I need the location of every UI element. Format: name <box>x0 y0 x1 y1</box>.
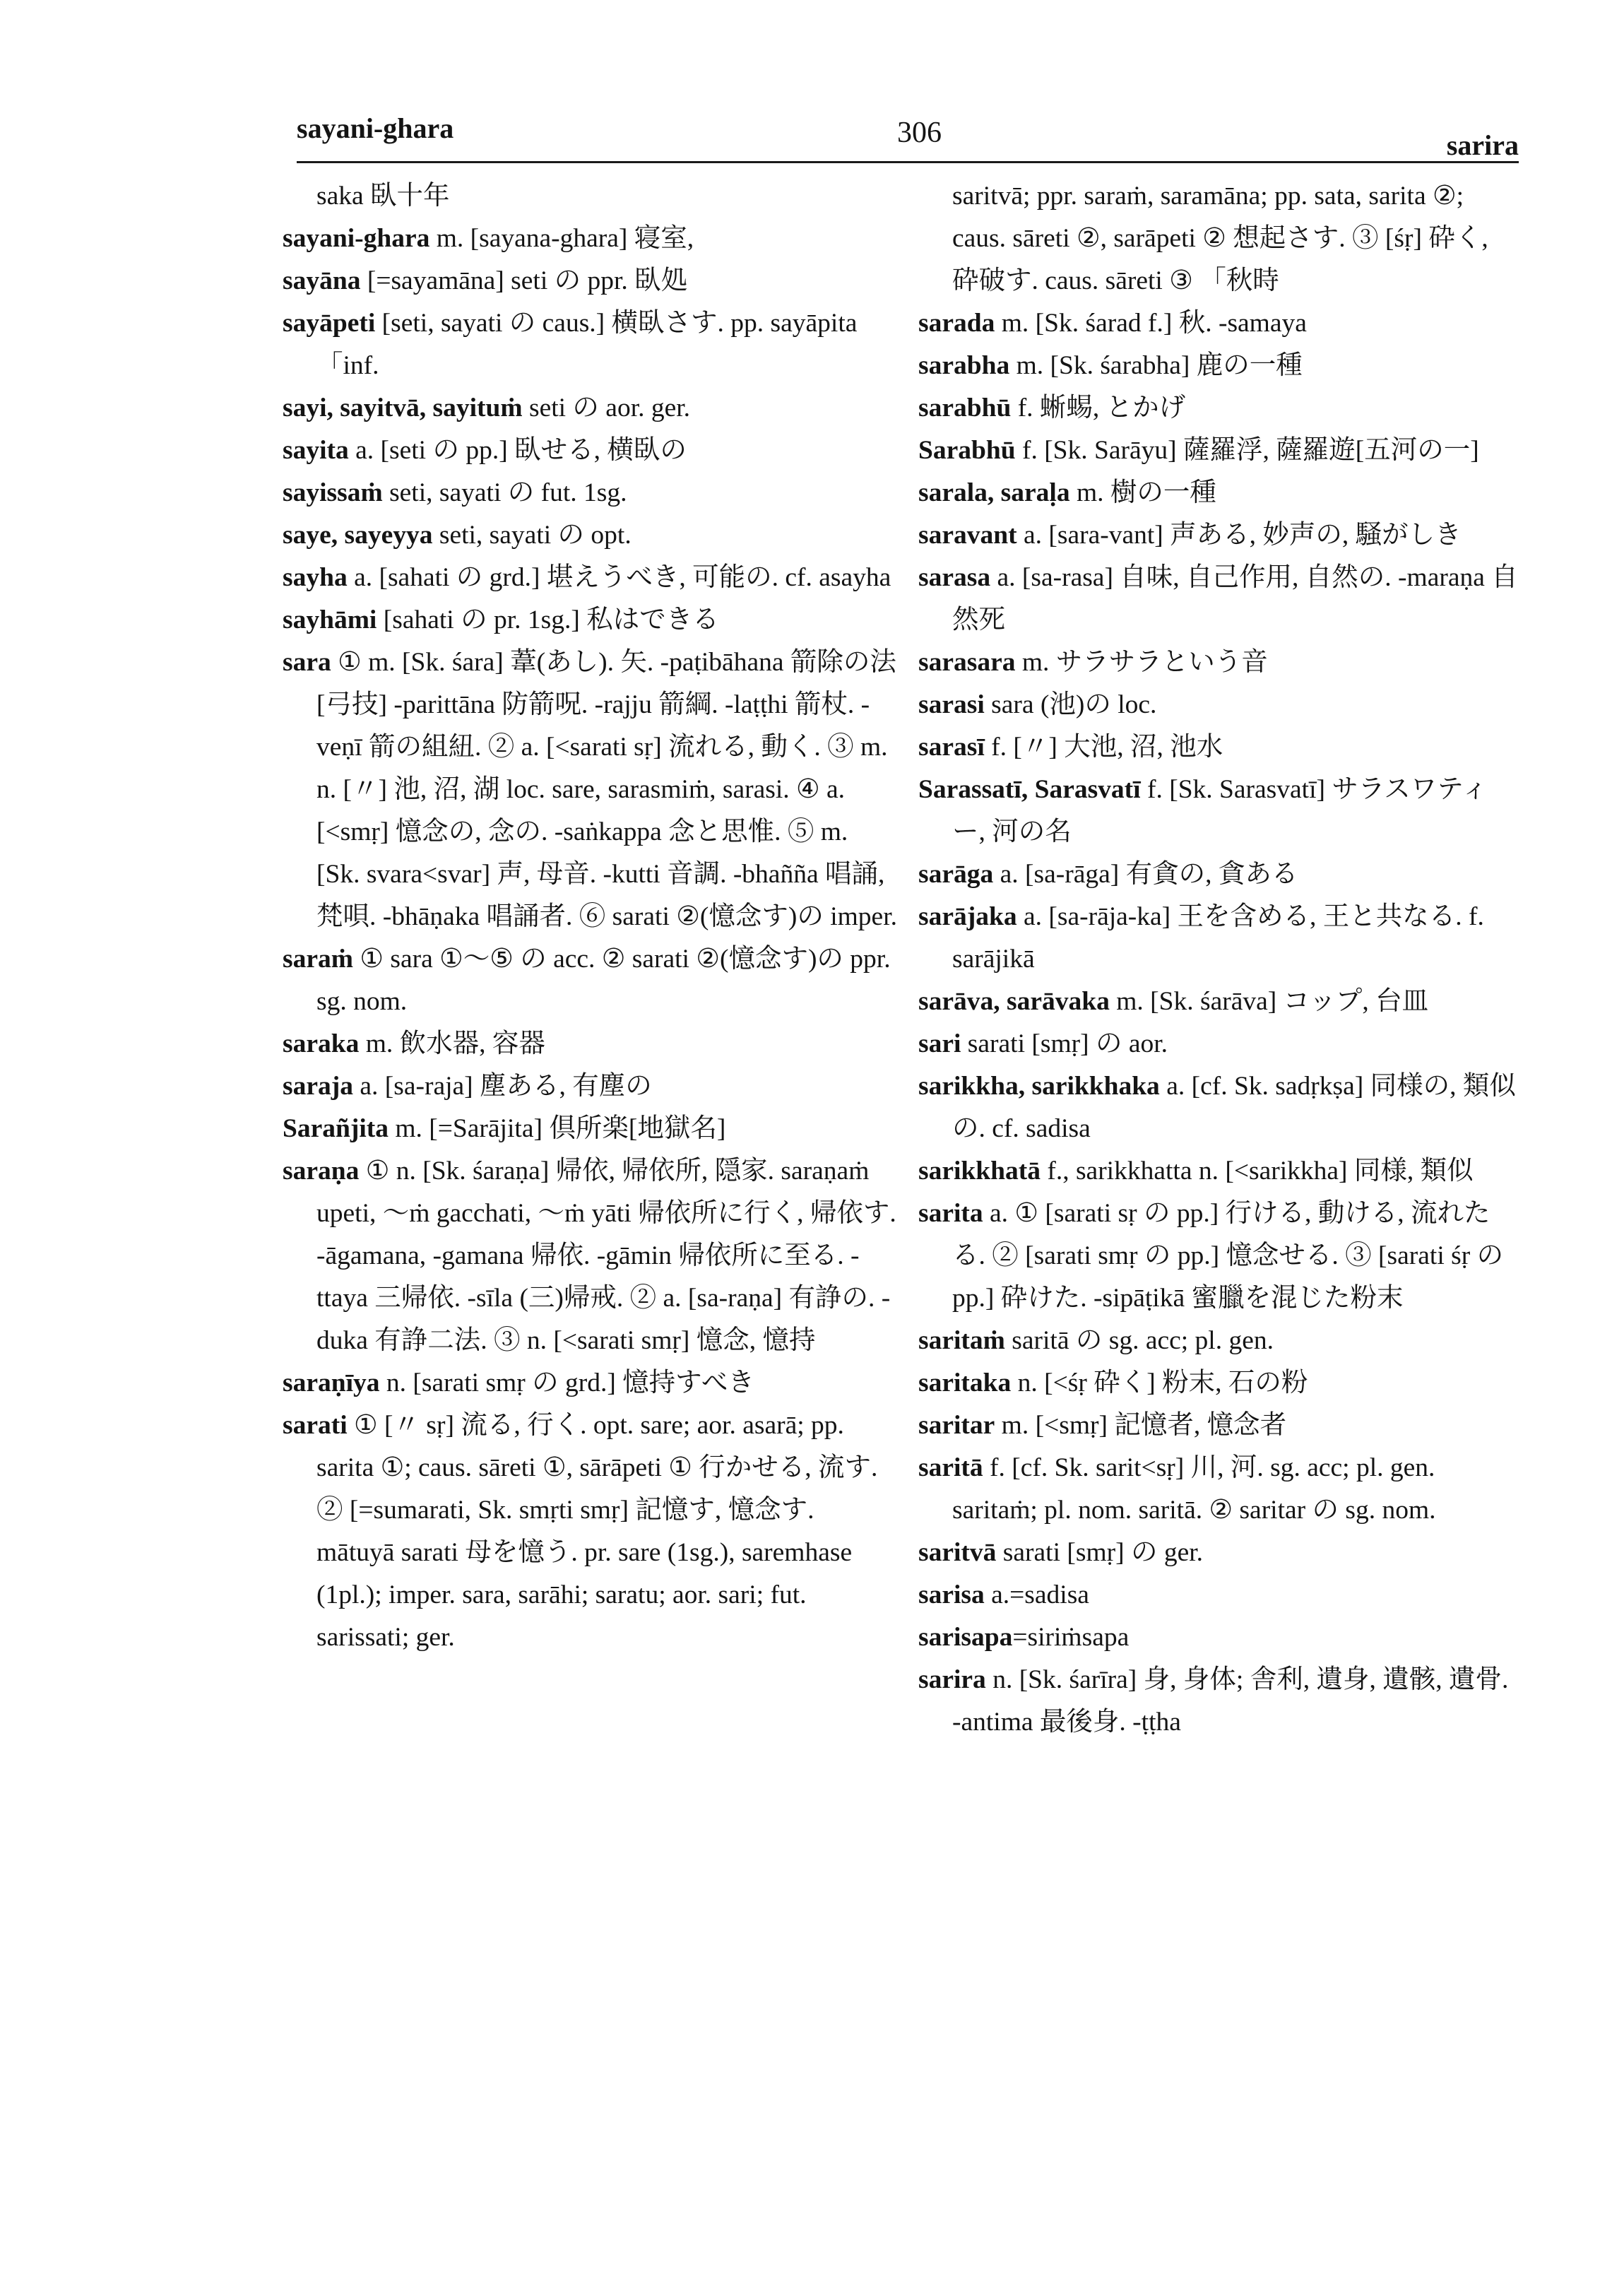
dictionary-entry <box>918 1574 1519 1616</box>
entry-definition: f. [Sk. Sarāyu] 薩羅浮, 薩羅遊[五河の一] <box>1015 436 1479 465</box>
entry-definition: [=sayamāna] seti の ppr. 臥処 <box>360 266 688 295</box>
entry-definition: f., sarikkhatta n. [<sarikkha] 同様, 類似 <box>1040 1157 1474 1186</box>
entry-definition: a. [seti の pp.] 臥せる, 横臥の <box>348 436 687 465</box>
entry-definition: m. 樹の一種 <box>1069 478 1216 507</box>
entry-headword: saritā <box>918 1453 983 1482</box>
entry-definition: m. [Sk. śarāva] コップ, 台皿 <box>1109 987 1429 1016</box>
header-rule <box>297 161 1519 163</box>
entry-headword: sarikkha, sarikkhaka <box>918 1072 1160 1101</box>
entry-definition: saritvā; ppr. saraṁ, saramāna; pp. sata, sarita ②; caus. sāreti ②, sarāpeti ② 想起さす. ③ [śṛ] 砕く, 砕破す. caus. sāreti ③ 「秋時 <box>952 182 1488 295</box>
entry-definition: a. ① [sarati sṛ の pp.] 行ける, 動ける, 流れたる. ② [sarati smṛ の pp.] 憶念せる. ③ [sarati śṛ の pp.] 砕けた. -sipāṭikā 蜜臘を混じた粉末 <box>952 1199 1504 1313</box>
entry-definition: a. [sa-rāga] 有貪の, 貪ある <box>993 860 1298 889</box>
entry-definition: a. [sa-rasa] 自味, 自己作用, 自然の. -maraṇa 自然死 <box>952 563 1518 634</box>
dictionary-entry <box>283 260 897 302</box>
dictionary-entry <box>918 1320 1519 1362</box>
dictionary-entry <box>283 430 897 472</box>
entry-headword: saritvā <box>918 1538 997 1567</box>
entry-headword: saraṇa <box>283 1157 360 1186</box>
entry-definition: m. [Sk. śarad f.] 秋. -samaya <box>995 309 1307 338</box>
entry-definition: ① m. [Sk. śara] 葦(あし). 矢. -paṭibāhana 箭除の法[弓技] -parittāna 防箭呪. -rajju 箭綱. -laṭṭhi 箭杖. -veṇī 箭の組紐. ② a. [<sarati sṛ] 流れる, 動く. ③ m. n. [〃] 池, 沼, 湖 loc. sare, sarasmiṁ, sarasi. ④ a. [<smṛ] 憶念の, 念の. -saṅkappa 念と思惟. ⑤ m. [Sk. svara<svar] 声, 母音. -kutti 音調. -bhañña 唱誦, 梵唄. -bhāṇaka 唱誦者. ⑥ sarati ②(憶念す)の imper. <box>316 648 897 931</box>
right-column <box>918 175 1519 1744</box>
entry-headword: sarabha <box>918 351 1010 380</box>
entry-headword: sarati <box>283 1411 348 1440</box>
dictionary-entry <box>918 557 1519 642</box>
dictionary-entry <box>283 642 897 938</box>
dictionary-entry <box>918 1362 1519 1405</box>
dictionary-entry <box>918 726 1519 769</box>
entry-definition: f. [Sk. Sarasvatī] サラスワティー, 河の名 <box>952 775 1488 846</box>
dictionary-entry <box>283 302 897 387</box>
dictionary-entry <box>918 642 1519 684</box>
entry-definition: ① n. [Sk. śaraṇa] 帰依, 帰依所, 隠家. saraṇaṁ upeti, ～ṁ gacchati, ～ṁ yāti 帰依所に行く, 帰依す. -āgamana, -gamana 帰依. -gāmin 帰依所に至る. -ttaya 三帰依. -sīla (三)帰戒. ② a. [sa-raṇa] 有諍の. -duka 有諍二法. ③ n. [<sarati smṛ] 憶念, 憶持 <box>316 1157 896 1355</box>
entry-headword: sarisa <box>918 1580 985 1609</box>
dictionary-entry <box>283 218 897 260</box>
entry-headword: saritaṁ <box>918 1326 1005 1355</box>
entry-definition: n. [sarati smṛ の grd.] 憶持すべき <box>379 1368 754 1397</box>
entry-headword: sarasara <box>918 648 1016 677</box>
entry-headword: sarāva, sarāvaka <box>918 987 1110 1016</box>
entry-definition: f. [cf. Sk. sarit<sṛ] 川, 河. sg. acc; pl. gen. saritaṁ; pl. nom. saritā. ② saritar の sg. nom. <box>952 1453 1436 1525</box>
entry-headword: sarita <box>918 1199 983 1228</box>
entry-headword: sarira <box>918 1665 986 1694</box>
dictionary-entry <box>918 1532 1519 1574</box>
dictionary-entry <box>918 769 1519 853</box>
dictionary-entry <box>918 1616 1519 1659</box>
entry-headword: saritar <box>918 1411 995 1440</box>
entry-headword: sarabhū <box>918 394 1012 422</box>
entry-definition: n. [Sk. śarīra] 身, 身体; 舎利, 遺身, 遺骸, 遺骨. -antima 最後身. -ṭṭha <box>952 1665 1509 1737</box>
entry-headword: Sarassatī, Sarasvatī <box>918 775 1141 804</box>
entry-headword: sayāna <box>283 266 361 295</box>
entry-headword: sarājaka <box>918 902 1017 931</box>
entry-headword: saraka <box>283 1029 360 1058</box>
entry-definition: seti, sayati の opt. <box>432 521 632 550</box>
entry-definition: saka 臥十年 <box>316 182 450 211</box>
dictionary-entry <box>918 896 1519 981</box>
dictionary-entry <box>283 1150 897 1362</box>
entry-headword: saye, sayeyya <box>283 521 433 550</box>
entry-definition: a. [sa-rāja-ka] 王を含める, 王と共なる. f. sarājikā <box>952 902 1484 974</box>
entry-headword: saraṇīya <box>283 1368 380 1397</box>
entry-definition: a. [sahati の grd.] 堪えうべき, 可能の. cf. asayha <box>347 563 891 592</box>
dictionary-entry <box>918 514 1519 557</box>
entry-definition: sara (池)の loc. <box>984 690 1157 719</box>
dictionary-entry <box>283 175 897 218</box>
entry-headword: sarala, saraḷa <box>918 478 1070 507</box>
entry-headword: sarāga <box>918 860 994 889</box>
entry-headword: saritaka <box>918 1368 1012 1397</box>
dictionary-entry <box>283 387 897 430</box>
entry-headword: sayhāmi <box>283 605 377 634</box>
entry-headword: saravant <box>918 521 1017 550</box>
entry-headword: sara <box>283 648 331 677</box>
entry-headword: sayha <box>283 563 348 592</box>
dictionary-entry <box>918 853 1519 896</box>
dictionary-entry <box>283 557 897 599</box>
entry-definition: seti の aor. ger. <box>522 394 691 422</box>
dictionary-entry <box>918 1150 1519 1193</box>
entry-headword: sari <box>918 1029 961 1058</box>
dictionary-entry <box>918 1193 1519 1320</box>
entry-headword: sayi, sayitvā, sayituṁ <box>283 394 523 422</box>
dictionary-entry <box>283 472 897 514</box>
dictionary-entry <box>918 1447 1519 1532</box>
page-header <box>297 112 1519 161</box>
entry-definition: [seti, sayati の caus.] 横臥さす. pp. sayāpita 「inf. <box>316 309 858 380</box>
dictionary-entry <box>918 345 1519 387</box>
dictionary-entry <box>283 599 897 642</box>
entry-definition: m. 飲水器, 容器 <box>359 1029 545 1058</box>
entry-headword: sayāpeti <box>283 309 376 338</box>
entry-definition: a.=sadisa <box>984 1580 1089 1609</box>
entry-headword: saraṁ <box>283 945 353 974</box>
entry-definition: m. [sayana-ghara] 寝室, <box>429 224 694 253</box>
entry-headword: sarasī <box>918 733 985 762</box>
dictionary-entry <box>918 387 1519 430</box>
page-number: 306 <box>897 117 942 149</box>
dictionary-entry <box>918 1065 1519 1150</box>
entry-definition: sarati [smṛ] の aor. <box>961 1029 1168 1058</box>
dictionary-entry <box>918 684 1519 726</box>
entry-headword: Sarañjita <box>283 1114 389 1143</box>
left-column <box>283 175 897 1659</box>
entry-definition: ① [〃 sṛ] 流る, 行く. opt. sare; aor. asarā; pp. sarita ①; caus. sāreti ①, sārāpeti ① 行かせる, 流す. ② [=sumarati, Sk. smṛti smṛ] 記憶す, 憶念す. mātuyā sarati 母を憶う. pr. sare (1sg.), saremhase (1pl.); imper. sara, sarāhi; saratu; aor. sari; fut. sarissati; ger. <box>316 1411 878 1652</box>
entry-definition: seti, sayati の fut. 1sg. <box>382 478 627 507</box>
dictionary-entry <box>918 1659 1519 1744</box>
entry-definition: f. 蜥蜴, とかげ <box>1011 394 1186 422</box>
header-right-headword: sarira <box>1446 129 1519 161</box>
entry-headword: sarikkhatā <box>918 1157 1041 1186</box>
entry-definition: =siriṁsapa <box>1012 1623 1130 1652</box>
header-left-headword: sayani-ghara <box>297 112 454 144</box>
dictionary-entry <box>283 1108 897 1150</box>
dictionary-entry <box>283 514 897 557</box>
entry-headword: sarasa <box>918 563 991 592</box>
entry-definition: ① sara ①～⑤ の acc. ② sarati ②(憶念す)の ppr. sg. nom. <box>316 945 891 1016</box>
entry-headword: sayani-ghara <box>283 224 430 253</box>
entry-definition: m. [=Sarājita] 倶所楽[地獄名] <box>389 1114 726 1143</box>
entry-headword: sarada <box>918 309 995 338</box>
dictionary-entry <box>918 302 1519 345</box>
entry-headword: sayita <box>283 436 349 465</box>
entry-definition: m. サラサラという音 <box>1015 648 1268 677</box>
entry-headword: sarasi <box>918 690 985 719</box>
entry-headword: Sarabhū <box>918 436 1016 465</box>
dictionary-entry <box>918 175 1519 302</box>
dictionary-entry <box>918 1023 1519 1065</box>
entry-definition: a. [cf. Sk. sadṛkṣa] 同様の, 類似の. cf. sadisa <box>952 1072 1516 1143</box>
dictionary-entry <box>918 472 1519 514</box>
entry-definition: f. [〃] 大池, 沼, 池水 <box>984 733 1223 762</box>
dictionary-entry <box>283 1065 897 1108</box>
entry-headword: sayissaṁ <box>283 478 383 507</box>
dictionary-entry <box>283 1362 897 1405</box>
entry-definition: n. [<śṛ 砕く] 粉末, 石の粉 <box>1011 1368 1308 1397</box>
entry-definition: sarati [smṛ] の ger. <box>996 1538 1204 1567</box>
entry-definition: saritā の sg. acc; pl. gen. <box>1004 1326 1274 1355</box>
dictionary-entry <box>283 1023 897 1065</box>
dictionary-entry <box>283 1405 897 1659</box>
entry-headword: saraja <box>283 1072 353 1101</box>
entry-definition: m. [<smṛ] 記憶者, 憶念者 <box>995 1411 1287 1440</box>
dictionary-entry <box>918 1405 1519 1447</box>
entry-definition: [sahati の pr. 1sg.] 私はできる <box>377 605 719 634</box>
dictionary-entry <box>918 981 1519 1023</box>
entry-definition: a. [sara-vant] 声ある, 妙声の, 騒がしき <box>1017 521 1462 550</box>
entry-definition: m. [Sk. śarabha] 鹿の一種 <box>1009 351 1303 380</box>
dictionary-entry <box>283 938 897 1023</box>
dictionary-entry <box>918 430 1519 472</box>
entry-headword: sarisapa <box>918 1623 1013 1652</box>
entry-definition: a. [sa-raja] 塵ある, 有塵の <box>352 1072 652 1101</box>
